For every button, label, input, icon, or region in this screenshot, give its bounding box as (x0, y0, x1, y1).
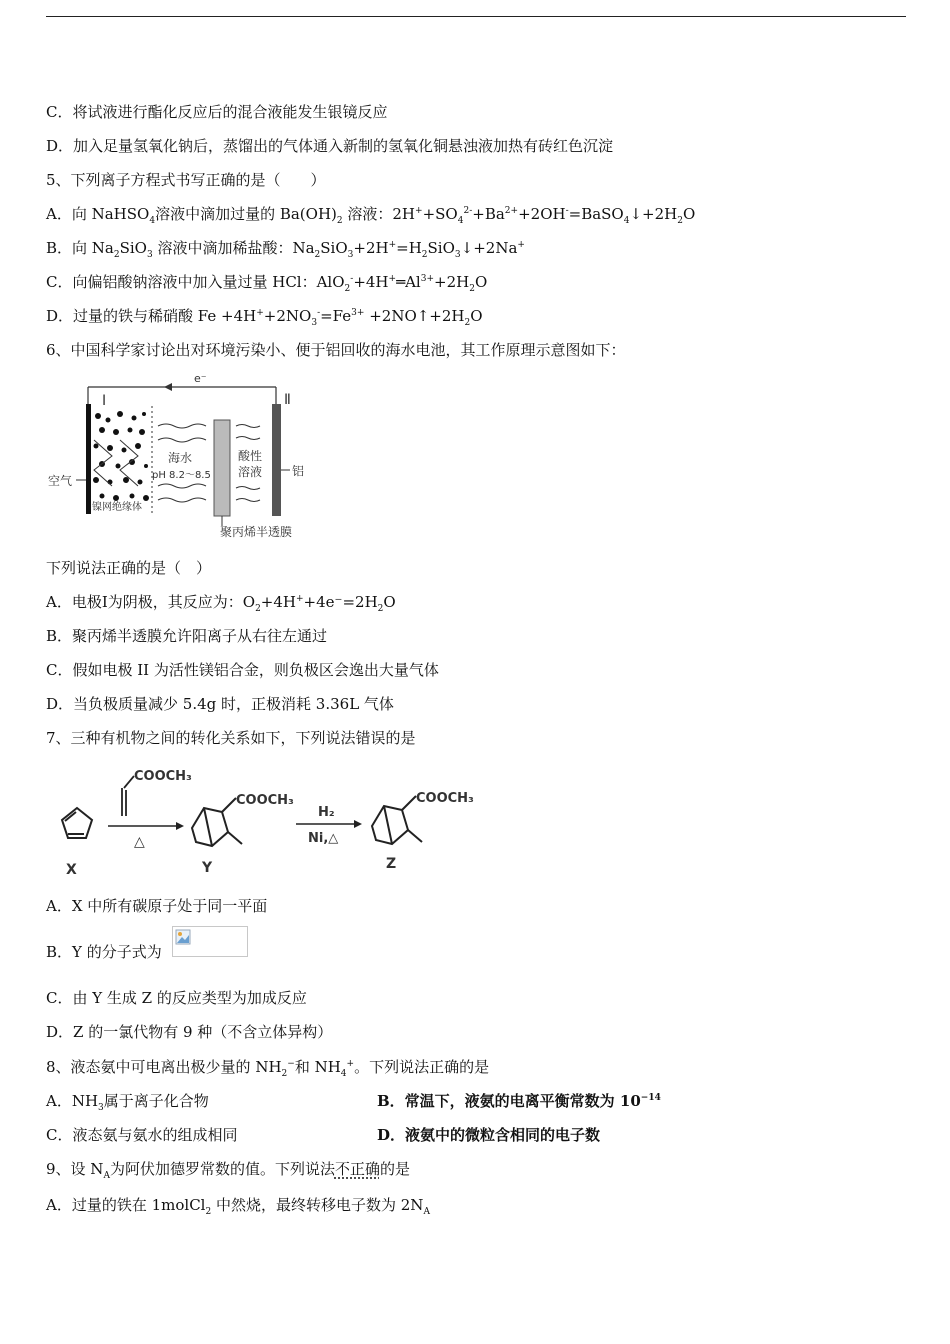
reagent1-label: COOCH₃ (134, 769, 192, 784)
q5-option-b: B．向 $Na_2SiO_3$ 溶液中滴加稀盐酸：$Na_2SiO_3+2H^+=H_2SiO_3↓+2Na^+$ (46, 239, 525, 260)
arrow-right-icon (176, 822, 184, 830)
membrane-label: 聚丙烯半透膜 (220, 525, 293, 539)
y-group-label: COOCH₃ (236, 793, 294, 808)
electrode-1-label: Ⅰ (102, 393, 107, 409)
q7-option-b: B．Y 的分子式为 (46, 943, 162, 961)
electrode-2-label: Ⅱ (284, 392, 291, 408)
acid-label-2: 溶液 (238, 465, 263, 479)
q4-option-c: C．将试液进行酯化反应后的混合液能发生银镜反应 (46, 103, 388, 121)
electron-label: e⁻ (194, 372, 207, 385)
q6-option-c: C．假如电极 II 为活性镁铝合金，则负极区会逸出大量气体 (46, 661, 439, 679)
electrode-2-bar (272, 404, 281, 516)
q5-stem: 5、下列离子方程式书写正确的是（ ） (46, 171, 326, 189)
x-label: X (66, 862, 77, 878)
q5-option-c: C．向偏铝酸钠溶液中加入量过量 HCl：$AlO_2^-+4H^+═Al^{3+}+2H_2O$ (46, 273, 488, 294)
q6-option-b: B．聚丙烯半透膜允许阳离子从右往左通过 (46, 627, 328, 645)
organic-reaction-scheme (46, 758, 496, 883)
q7-option-c: C．由 Y 生成 Z 的反应类型为加成反应 (46, 989, 307, 1007)
acid-label-1: 酸性 (238, 449, 263, 463)
z-group-label: COOCH₃ (416, 791, 474, 806)
q8-option-b: B．常温下，液氨的电离平衡常数为 $10^{-14}$ (377, 1092, 661, 1110)
cond2-label: Ni,△ (308, 831, 339, 846)
reagent2-label: H₂ (318, 805, 335, 820)
x-structure (62, 808, 92, 838)
membrane-bar (214, 420, 230, 516)
missing-formula-image (172, 926, 248, 957)
q8-option-c: C．液态氨与氨水的组成相同 (46, 1126, 238, 1144)
q9-emphasis: 不正确 (334, 1160, 380, 1178)
arrow-right-icon (354, 820, 362, 828)
q6-option-d: D．当负极质量减少 5.4g 时，正极消耗 3.36L 气体 (46, 695, 394, 713)
q8-option-a: A．$NH_3$属于离子化合物 (46, 1092, 209, 1113)
z-structure (372, 796, 422, 844)
ph-label: pH 8.2～8.5 (152, 470, 211, 481)
arrow-left-icon (164, 383, 172, 391)
electrode-1-bar (86, 404, 91, 514)
q7-option-a: A．X 中所有碳原子处于同一平面 (46, 897, 268, 915)
q7-option-d: D．Z 的一氯代物有 9 种（不含立体异构） (46, 1023, 333, 1041)
acid-waves (236, 425, 263, 502)
q6-option-a: A．电极Ⅰ为阴极，其反应为：$O_2+4H^++4e^-=2H_2O$ (46, 593, 396, 614)
q8-stem: 8、液态氨中可电离出极少量的 $NH_2^-$和 $NH_4^+$。下列说法正确的是 (46, 1058, 490, 1079)
q5-option-a: A．向 NaHSO$_4$溶液中滴加过量的 $Ba(OH)_2$ 溶液：$2H^++SO_4^{2-}+Ba^{2+}+2OH^-=BaSO_4↓+2H_2O$ (46, 205, 696, 226)
q6-question: 下列说法正确的是（ ） (46, 559, 212, 577)
air-label: 空气 (48, 474, 73, 488)
q9-option-a: A．过量的铁在 1molCl$_2$ 中然烧，最终转移电子数为 $2N_A$ (46, 1196, 430, 1217)
z-label: Z (386, 856, 397, 872)
q9-stem: 9、设 $N_A$为阿伏加德罗常数的值。下列说法不正确的是 (46, 1160, 410, 1181)
q4-option-d: D．加入足量氢氧化钠后，蒸馏出的气体通入新制的氢氧化铜悬浊液加热有砖红色沉淀 (46, 137, 614, 155)
aluminum-label: 铝 (292, 464, 305, 478)
y-label: Y (202, 860, 213, 876)
q8-option-d: D．液氨中的微粒含相同的电子数 (377, 1126, 601, 1144)
q7-stem: 7、三种有机物之间的转化关系如下，下列说法错误的是 (46, 729, 416, 747)
seawater-label: 海水 (168, 451, 193, 465)
broken-image-icon (175, 929, 191, 945)
q5-option-d: D．过量的铁与稀硝酸 $Fe +4H^++2NO_3^-=Fe^{3+}$ $+2NO↑+2H_2O$ (46, 307, 483, 328)
seawater-battery-diagram (46, 370, 316, 545)
header-rule (46, 16, 906, 17)
mesh-label: 镍网绝缘体 (92, 502, 142, 513)
cond1-label: △ (134, 834, 145, 850)
y-structure (192, 798, 242, 846)
q6-stem: 6、中国科学家讨论出对环境污染小、便于铝回收的海水电池，其工作原理示意图如下： (46, 341, 626, 359)
